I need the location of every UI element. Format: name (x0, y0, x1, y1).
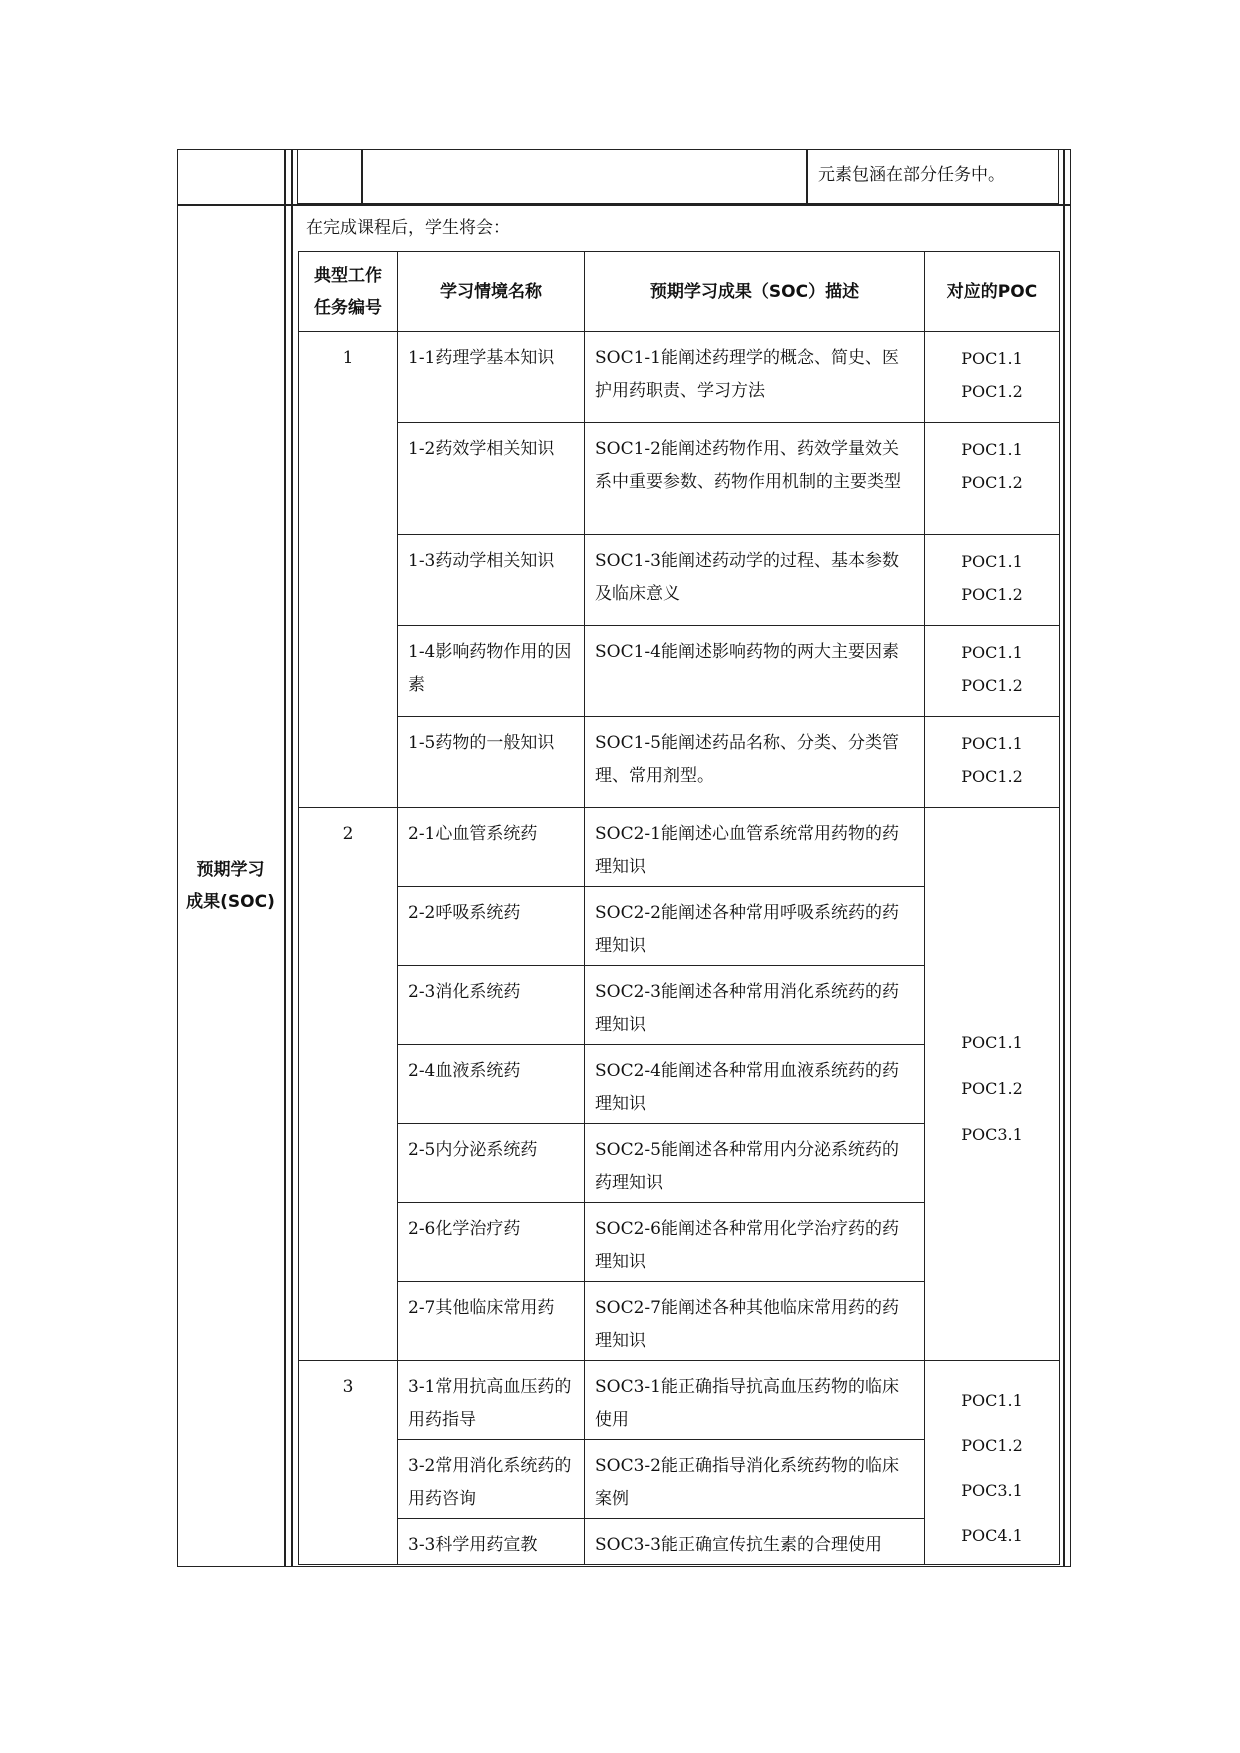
scenario-cell: 3-1常用抗高血压药的用药指导 (398, 1361, 585, 1440)
scenario-cell: 1-3药动学相关知识 (398, 535, 585, 626)
soc-cell: SOC3-2能正确指导消化系统药物的临床案例 (585, 1440, 925, 1519)
header-poc: 对应的POC (925, 252, 1060, 332)
table-row (299, 332, 1060, 423)
soc-cell: SOC1-4能阐述影响药物的两大主要因素 (585, 626, 925, 717)
inner-left-divider (291, 149, 293, 1567)
task-number-3: 3 (299, 1361, 398, 1565)
scenario-cell: 1-2药效学相关知识 (398, 423, 585, 535)
soc-table (298, 251, 1060, 1565)
soc-cell: SOC3-1能正确指导抗高血压药物的临床使用 (585, 1361, 925, 1440)
scenario-cell: 2-1心血管系统药 (398, 808, 585, 887)
header-soc: 预期学习成果（SOC）描述 (585, 252, 925, 332)
table-row (299, 808, 1060, 887)
table-row (299, 717, 1060, 808)
table-row (299, 626, 1060, 717)
soc-cell: SOC2-4能阐述各种常用血液系统药的药理知识 (585, 1045, 925, 1124)
soc-cell: SOC1-2能阐述药物作用、药效学量效关系中重要参数、药物作用机制的主要类型 (585, 423, 925, 535)
scenario-cell: 3-2常用消化系统药的用药咨询 (398, 1440, 585, 1519)
header-scenario: 学习情境名称 (398, 252, 585, 332)
scenario-cell: 2-5内分泌系统药 (398, 1124, 585, 1203)
scenario-cell: 1-4影响药物作用的因素 (398, 626, 585, 717)
soc-cell: SOC1-1能阐述药理学的概念、简史、医护用药职责、学习方法 (585, 332, 925, 423)
task-number-1: 1 (299, 332, 398, 808)
soc-cell: SOC2-1能阐述心血管系统常用药物的药理知识 (585, 808, 925, 887)
scenario-cell: 2-3消化系统药 (398, 966, 585, 1045)
top-row-cell-divider-2 (806, 149, 808, 204)
scenario-cell: 2-6化学治疗药 (398, 1203, 585, 1282)
soc-cell: SOC3-3能正确宣传抗生素的合理使用 (585, 1519, 925, 1565)
scenario-cell: 1-1药理学基本知识 (398, 332, 585, 423)
inner-right-divider (1063, 149, 1065, 1567)
poc-cell: POC1.1 POC1.2 (925, 535, 1060, 626)
table-row (299, 1361, 1060, 1440)
poc-cell: POC1.1 POC1.2 (925, 423, 1060, 535)
intro-text: 在完成课程后，学生将会： (306, 218, 510, 238)
label-column-divider (284, 149, 286, 1567)
scenario-cell: 1-5药物的一般知识 (398, 717, 585, 808)
top-row-text: 元素包涵在部分任务中。 (818, 165, 1005, 185)
top-row-divider (177, 204, 1071, 206)
section-label-line1: 预期学习 (196, 860, 265, 880)
soc-cell: SOC2-3能阐述各种常用消化系统药的药理知识 (585, 966, 925, 1045)
section-label (177, 205, 284, 1567)
poc-cell-group-2: POC1.1 POC1.2 POC3.1 (925, 808, 1060, 1361)
scenario-cell: 3-3科学用药宣教 (398, 1519, 585, 1565)
soc-cell: SOC2-5能阐述各种常用内分泌系统药的药理知识 (585, 1124, 925, 1203)
soc-cell: SOC1-5能阐述药品名称、分类、分类管理、常用剂型。 (585, 717, 925, 808)
scenario-cell: 2-2呼吸系统药 (398, 887, 585, 966)
soc-cell: SOC2-6能阐述各种常用化学治疗药的药理知识 (585, 1203, 925, 1282)
soc-cell: SOC2-2能阐述各种常用呼吸系统药的药理知识 (585, 887, 925, 966)
header-row (299, 252, 1060, 332)
task-number-2: 2 (299, 808, 398, 1361)
soc-cell: SOC1-3能阐述药动学的过程、基本参数及临床意义 (585, 535, 925, 626)
table-row (299, 423, 1060, 535)
poc-cell: POC1.1 POC1.2 (925, 717, 1060, 808)
scenario-cell: 2-4血液系统药 (398, 1045, 585, 1124)
top-row-cell-divider-1 (361, 149, 363, 204)
soc-cell: SOC2-7能阐述各种其他临床常用药的药理知识 (585, 1282, 925, 1361)
header-task-number: 典型工作 任务编号 (299, 252, 398, 332)
poc-cell-group-3: POC1.1 POC1.2 POC3.1 POC4.1 (925, 1361, 1060, 1565)
poc-cell: POC1.1 POC1.2 (925, 332, 1060, 423)
section-label-line2: 成果(SOC) (186, 892, 275, 912)
scenario-cell: 2-7其他临床常用药 (398, 1282, 585, 1361)
poc-cell: POC1.1 POC1.2 (925, 626, 1060, 717)
table-row (299, 535, 1060, 626)
